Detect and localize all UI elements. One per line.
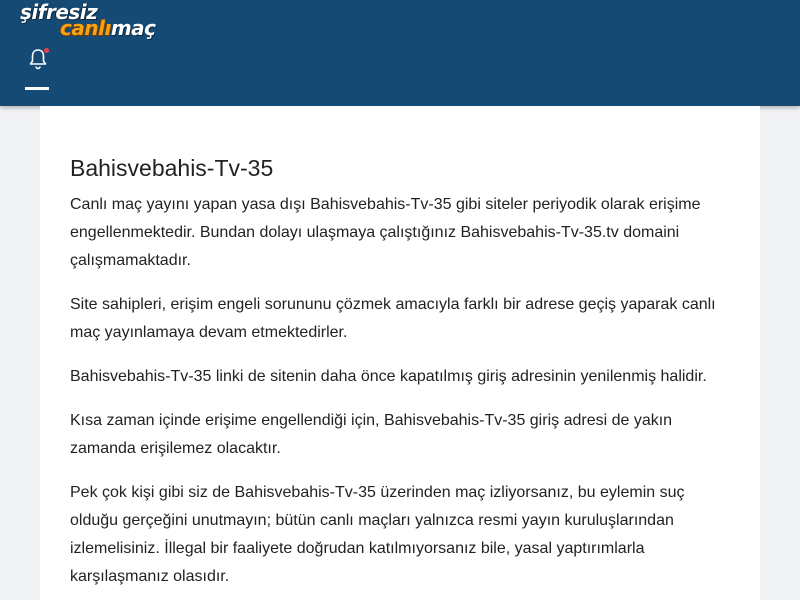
page-title: Bahisvebahis-Tv-35 — [70, 155, 274, 181]
logo-word-2a: canlı — [60, 16, 111, 40]
article-card — [40, 106, 760, 600]
hamburger-icon[interactable] — [25, 87, 49, 90]
site-logo[interactable] — [20, 2, 156, 38]
logo-word-2 — [60, 18, 156, 38]
article-paragraph-4: Kısa zaman içinde erişime engellendiği için, Bahisvebahis-Tv-35 giriş adresi de yakın zamanda erişilemez olacaktır. — [70, 412, 673, 457]
logo-word-1: şifresiz — [20, 0, 98, 24]
article-paragraph-3: Bahisvebahis-Tv-35 linki de sitenin daha önce kapatılmış giriş adresinin yenilenmiş halidir. — [70, 368, 707, 385]
article-paragraph-2: Site sahipleri, erişim engeli sorununu çözmek amacıyla farklı bir adrese geçiş yaparak canlı maç yayınlamaya devam etmektedirler. — [70, 296, 716, 341]
article-paragraph-5: Pek çok kişi gibi siz de Bahisvebahis-Tv-35 üzerinden maç izliyorsanız, bu eylemin suç olduğu gerçeğini unutmayın; bütün canlı maçları yalnızca resmi yayın kuruluşlarından izlemelisiniz. İllegal bir faaliyete doğrudan katılmıyorsanız bile, yasal yaptırımlarla karşılaşmanız olasıdır. — [70, 484, 685, 585]
logo-word-2b: maç — [110, 16, 156, 40]
notification-dot — [44, 48, 49, 53]
site-header — [0, 0, 800, 106]
article-paragraph-1: Canlı maç yayını yapan yasa dışı Bahisvebahis-Tv-35 gibi siteler periyodik olarak erişime engellenmektedir. Bundan dolayı ulaşmaya çalıştığınız Bahisvebahis-Tv-35.tv domaini çalışmamaktadır. — [70, 196, 701, 269]
